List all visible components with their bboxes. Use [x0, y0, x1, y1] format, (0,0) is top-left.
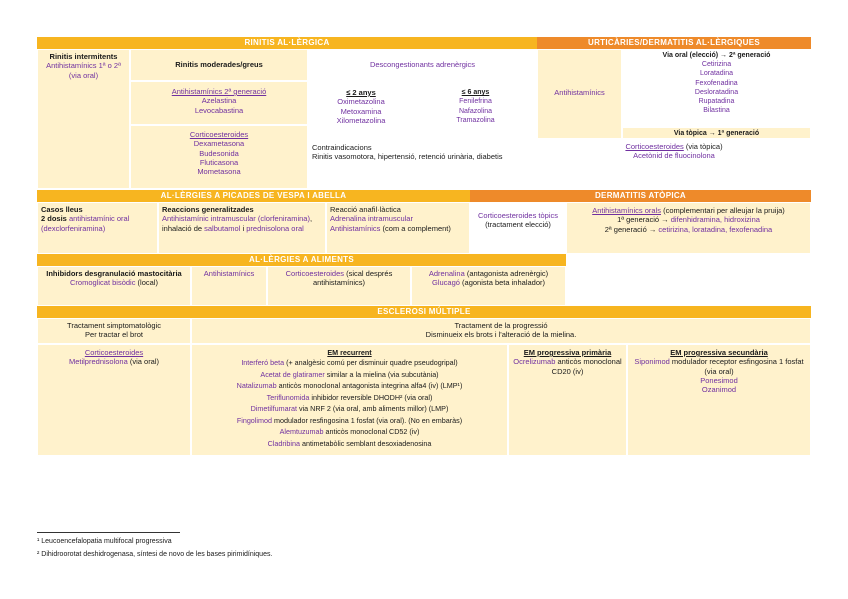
- rinitis-cortico-item-0: Dexametasona: [193, 139, 245, 149]
- urticaries-oral-item-1: Loratadina: [699, 70, 734, 78]
- aliments-inhib-route: (local): [135, 278, 158, 288]
- vespa-cortico-note: (tractament elecció): [485, 220, 551, 230]
- rinitis-lt6-item-0: Fenilefrina: [459, 98, 492, 106]
- esclerosi-rec-drug-1: Acetat de glatiramer: [260, 369, 325, 379]
- rinitis-cortico-item-3: Mometasona: [197, 167, 241, 177]
- vespa-lleus-drug: antihistamínic oral: [68, 214, 130, 224]
- vespa-anaf-drug1: Adrenalina intramuscular: [330, 214, 413, 224]
- vespa-gen-drug2: salbutamol: [204, 223, 241, 233]
- esclerosi-prim-drug: Ocrelizumab: [513, 357, 556, 367]
- urticaries-oral-item-3: Desloratadina: [694, 88, 739, 96]
- vespa-cortico-cell: [470, 202, 566, 254]
- rinitis-antih2-item-0: Azelastina: [201, 96, 237, 106]
- esclerosi-rec-cell: [191, 344, 508, 456]
- vespa-lleus-pre: 2 dosis: [41, 214, 69, 224]
- aliments-adren-note: (antagonista adrenèrgic): [464, 269, 549, 278]
- aliments-gluca-drug: Glucagó: [432, 278, 460, 288]
- vespa-gen-and: i: [240, 223, 247, 233]
- esclerosi-rec-row-0: [195, 357, 504, 369]
- rinitis-intermitents-cell: [37, 49, 130, 189]
- atopica-drug: Antihistamínics orals: [592, 206, 661, 215]
- esclerosi-prog-title: Tractament de la progressió: [454, 321, 548, 330]
- atopica-g1-items: difenhidramina, hidroxizina: [670, 215, 760, 225]
- urticaries-oral-cell: [622, 49, 811, 127]
- esclerosi-rec-row-2: [195, 380, 504, 392]
- vespa-anaf-note: (com a complement): [380, 223, 451, 233]
- vespa-gen-cell: [158, 202, 326, 254]
- aliments-adren-drug: Adrenalina: [428, 269, 465, 278]
- rinitis-lt6-cell: [414, 81, 537, 137]
- esclerosi-prim-title: EM progressiva primària: [523, 348, 612, 357]
- rinitis-antih2-item-1: Levocabastina: [194, 105, 244, 115]
- rinitis-lt2-title: ≤ 2 anys: [346, 88, 376, 97]
- atopica-g1-label: 1ª generació →: [617, 215, 671, 225]
- esclerosi-rec-note-7: antimetabòlic semblant desoxiadenosina: [299, 438, 432, 448]
- aliments-inhib-cell: [37, 266, 191, 306]
- esclerosi-rec-note-3: inhibidor reversible DHODH² (via oral): [309, 392, 433, 402]
- esclerosi-rec-row-3: [195, 392, 504, 404]
- esclerosi-rec-drug-2: Natalizumab: [236, 381, 277, 391]
- footnote-1: ¹ Leucoencefalopatia multifocal progressiva: [37, 538, 172, 545]
- atopica-g2-label: 2ª generació →: [604, 224, 659, 234]
- urticaries-oral-item-2: Fexofenadina: [695, 79, 738, 87]
- esclerosi-rec-note-5: modulador resfingosina 1 fosfat (via oral). (No en embaràs): [271, 415, 463, 425]
- footnote-2: ² Dihidroorotat deshidrogenasa, síntesi de novo de les bases pirimidíniques.: [37, 551, 273, 558]
- rinitis-lt6-title: ≤ 6 anys: [461, 89, 490, 96]
- esclerosi-cortico-title: Corticoesteroides: [84, 348, 144, 357]
- rinitis-lt6-item-2: Tramazolina: [456, 116, 495, 124]
- atopica-header: DERMATITIS ATÒPICA: [470, 190, 811, 202]
- footnote-divider: [37, 532, 180, 533]
- vespa-cortico-drug: Corticoesteroides tòpics: [477, 211, 559, 220]
- rinitis-cortico-item-1: Budesonida: [199, 148, 239, 158]
- rinitis-lt6-item-1: Nafazolina: [458, 107, 493, 115]
- atopica-cell: [566, 202, 811, 254]
- esclerosi-sec-item-0: Ponesimod: [700, 375, 738, 385]
- aliments-gluca-note: (agonista beta inhalador): [459, 278, 545, 288]
- esclerosi-rec-note-4: via NRF 2 (via oral, amb aliments millor) (LMP): [296, 404, 449, 414]
- aliments-inhib-drug: Cromoglicat bisòdic: [70, 278, 136, 288]
- esclerosi-prim-note: anticòs monoclonal CD20 (iv): [551, 357, 622, 376]
- vespa-gen-drug: Antihistamínic intramuscular (clorfeniramina): [162, 214, 310, 224]
- rinitis-cortico-cell: [130, 125, 308, 189]
- rinitis-cortico-item-2: Fluticasona: [199, 157, 239, 167]
- esclerosi-prog-sub: Disminueix els brots i l'alteració de la mielina.: [425, 330, 577, 340]
- esclerosi-cortico-drug: Metilprednisolona: [68, 357, 128, 367]
- aliments-antih-cell: [191, 266, 267, 306]
- urticaries-oral-item-0: Cetirizina: [701, 61, 732, 69]
- vespa-anaf-cell: [326, 202, 470, 254]
- esclerosi-rec-row-5: [195, 415, 504, 427]
- rinitis-cortico-title: Corticoesteroides: [189, 130, 249, 139]
- rinitis-contra-text: Rinitis vasomotora, hipertensió, retenció urinària, diabetis: [312, 152, 503, 162]
- aliments-cortico-cell: [267, 266, 411, 306]
- vespa-lleus-item: (dexclorfeniramina): [41, 223, 106, 233]
- rinitis-contra-cell: [308, 137, 537, 189]
- aliments-cortico-note: (sical després antihistamínics): [312, 269, 393, 288]
- aliments-header: AL·LÈRGIES A ALIMENTS: [37, 254, 566, 266]
- vespa-header: AL·LÈRGIES A PICADES DE VESPA I ABELLA: [37, 190, 470, 202]
- urticaries-header: URTICÀRIES/DERMATITIS AL·LÈRGIQUES: [537, 37, 811, 49]
- esclerosi-rec-note-0: (+ analgèsic comú per disminuir quadre pseudogripal): [284, 358, 458, 368]
- rinitis-contra-title: Contraindicacions: [312, 143, 372, 152]
- esclerosi-rec-drug-3: Teriflunomida: [266, 392, 310, 402]
- rinitis-descong-cell: [308, 49, 537, 81]
- esclerosi-sec-cell: [627, 344, 811, 456]
- urticaries-topica-cell: [622, 127, 811, 139]
- esclerosi-rec-title: EM recurrent: [327, 348, 372, 357]
- rinitis-antih2-cell: [130, 81, 308, 125]
- urticaries-cortico-cell: [537, 139, 811, 189]
- rinitis-moderades-title: Rinitis moderades/greus: [175, 60, 263, 69]
- urticaries-oral-item-4: Rupatadina: [698, 98, 735, 106]
- rinitis-lt2-item-2: Xilometazolina: [336, 115, 386, 125]
- aliments-cortico-drug: Corticoesteroides: [285, 269, 344, 278]
- esclerosi-rec-drug-7: Cladribina: [267, 438, 300, 448]
- esclerosi-rec-note-2: anticòs monoclonal antagonista integrina alfa4 (iv) (LMP¹): [276, 381, 463, 391]
- rinitis-intermitents-route: (via oral): [68, 70, 99, 80]
- urticaries-oral-item-5: Bilastina: [703, 107, 730, 115]
- esclerosi-cortico-route: (via oral): [127, 357, 160, 367]
- esclerosi-prim-cell: [508, 344, 627, 456]
- esclerosi-rec-row-4: [195, 403, 504, 415]
- rinitis-intermitents-drug: Antihistamínics 1ª o 2ª: [46, 61, 121, 71]
- esclerosi-rec-drug-0: Interferó beta: [241, 358, 285, 368]
- esclerosi-rec-row-6: [195, 426, 504, 438]
- urticaries-antih: Antihistamínics: [554, 88, 605, 97]
- vespa-gen-title: Reaccions generalitzades: [162, 205, 254, 214]
- esclerosi-simp-cell: [37, 318, 191, 344]
- esclerosi-rec-note-1: similar a la mielina (via subcutània): [324, 369, 439, 379]
- rinitis-lt2-cell: [308, 81, 414, 137]
- vespa-anaf-drug2: Antihistamínics: [330, 223, 381, 233]
- esclerosi-rec-drug-4: Dimetilfumarat: [250, 404, 297, 414]
- rinitis-header: RINITIS AL·LÈRGICA: [37, 37, 537, 49]
- esclerosi-header: ESCLEROSI MÚLTIPLE: [37, 306, 811, 318]
- urticaries-oral-title: Via oral (elecció) → 2ª generació: [662, 52, 771, 59]
- urticaries-topica-item: Acetònid de fluocinolona: [633, 151, 715, 161]
- vespa-gen-mid: , inhalació de: [162, 214, 313, 233]
- rinitis-descong-title: Descongestionants adrenèrgics: [369, 60, 476, 69]
- esclerosi-rec-drug-6: Alemtuzumab: [279, 427, 324, 437]
- esclerosi-sec-note: modulador receptor esfingosina 1 fosfat (via oral): [669, 357, 804, 376]
- esclerosi-simp-title: Tractament simptomatològic: [67, 321, 161, 330]
- rinitis-intermitents-title: Rinitis intermitents: [49, 52, 118, 61]
- rinitis-moderades-cell: [130, 49, 308, 81]
- esclerosi-rec-drug-5: Fingolimod: [236, 415, 272, 425]
- urticaries-topica-title: Via tòpica → 1ª generació: [673, 130, 760, 137]
- atopica-note: (complementari per alleujar la pruija): [660, 206, 785, 215]
- aliments-adren-cell: [411, 266, 566, 306]
- esclerosi-sec-item-1: Ozanimod: [701, 385, 737, 395]
- urticaries-antih-cell: [537, 49, 622, 139]
- rinitis-lt2-item-0: Oximetazolina: [337, 97, 385, 107]
- vespa-lleus-title: Casos lleus: [41, 205, 83, 214]
- esclerosi-rec-note-6: anticòs monoclonal CD52 (iv): [323, 427, 420, 437]
- esclerosi-rec-row-1: [195, 369, 504, 381]
- esclerosi-sec-drug: Siponimod: [634, 357, 670, 367]
- vespa-gen-drug3: prednisolona oral: [246, 223, 304, 233]
- aliments-antih: Antihistamínics: [203, 269, 255, 278]
- vespa-lleus-cell: [37, 202, 158, 254]
- urticaries-topica-drug: Corticoesteroides: [625, 142, 684, 151]
- esclerosi-simp-sub: Per tractar el brot: [85, 330, 143, 340]
- atopica-g2-items: cetirizina, loratadina, fexofenadina: [658, 224, 773, 234]
- urticaries-topica-route: (via tòpica): [683, 142, 723, 151]
- esclerosi-sec-title: EM progressiva secundària: [670, 348, 768, 357]
- aliments-inhib-title: Inhibidors desgranulació mastocitària: [46, 269, 182, 278]
- esclerosi-prog-cell: [191, 318, 811, 344]
- esclerosi-rec-row-7: [195, 438, 504, 450]
- esclerosi-cortico-cell: [37, 344, 191, 456]
- rinitis-lt2-item-1: Metoxamina: [340, 106, 382, 116]
- rinitis-antih2-title: Antihistamínics 2ª generació: [171, 87, 267, 96]
- vespa-anaf-title: Reacció anafil·làctica: [330, 205, 401, 214]
